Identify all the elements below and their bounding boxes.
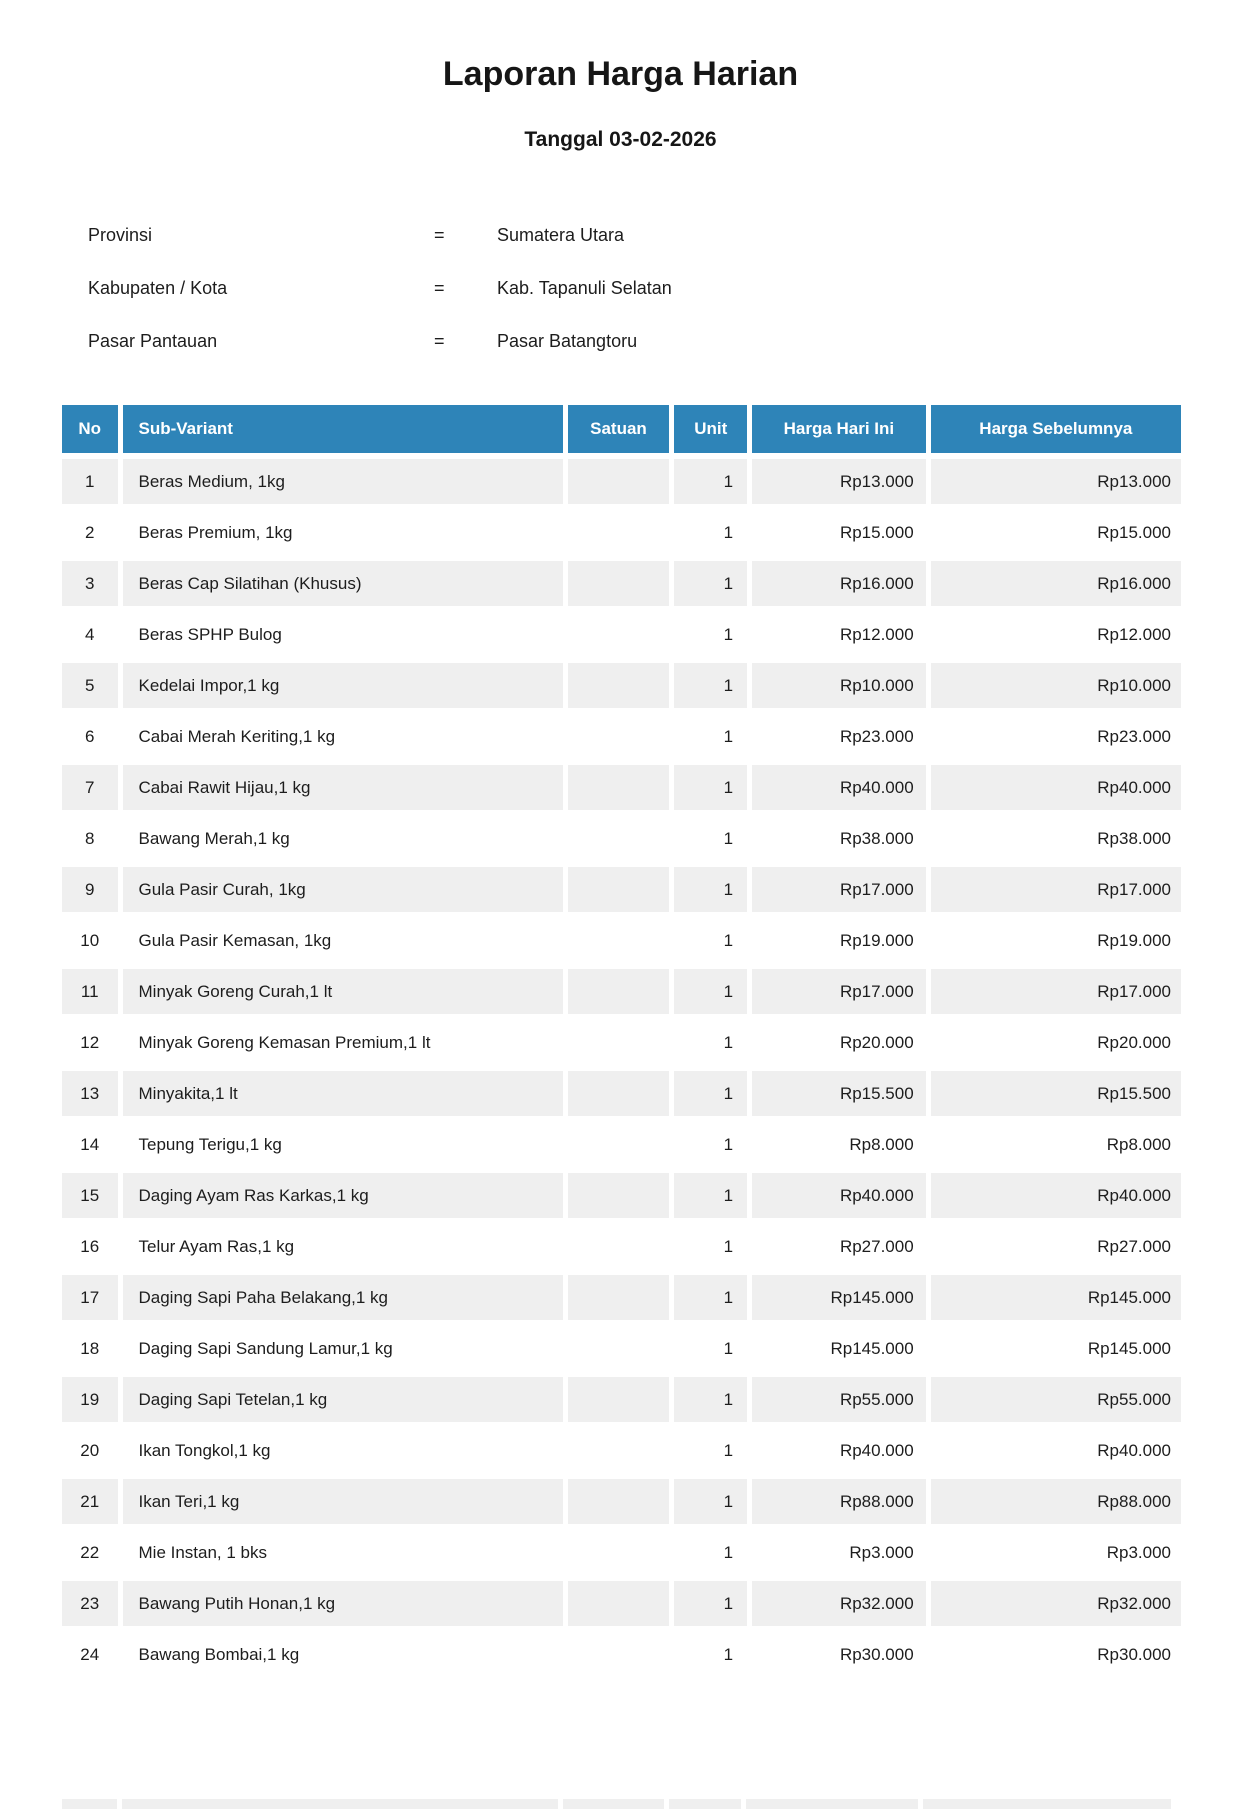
cell-harga2: Rp17.000 bbox=[931, 867, 1181, 912]
cell-satuan bbox=[568, 1326, 670, 1371]
cell-harga1: Rp40.000 bbox=[752, 1173, 926, 1218]
column-header-harga-sebelumnya: Harga Sebelumnya bbox=[931, 405, 1181, 453]
cell-harga2: Rp145.000 bbox=[931, 1326, 1181, 1371]
cell-unit: 1 bbox=[674, 816, 747, 861]
cell-unit: 1 bbox=[674, 1428, 747, 1473]
table-row bbox=[62, 1530, 1181, 1575]
cell-sub: Telur Ayam Ras,1 kg bbox=[123, 1224, 563, 1269]
table-row bbox=[62, 1581, 1181, 1626]
column-header-sub-variant: Sub-Variant bbox=[123, 405, 563, 453]
cell-sub: Daging Sapi Sandung Lamur,1 kg bbox=[123, 1326, 563, 1371]
meta-value: Pasar Batangtoru bbox=[497, 331, 638, 351]
cell-harga2: Rp15.000 bbox=[931, 510, 1181, 555]
cell-satuan bbox=[568, 612, 670, 657]
table-row bbox=[62, 1071, 1181, 1116]
cell-satuan bbox=[568, 1479, 670, 1524]
page-subtitle: Tanggal 03-02-2026 bbox=[524, 128, 717, 151]
cell-no: 20 bbox=[62, 1428, 118, 1473]
cell-no: 11 bbox=[62, 969, 118, 1014]
meta-row-kabupaten bbox=[88, 277, 1241, 299]
cell-harga1: Rp3.000 bbox=[752, 1530, 926, 1575]
cell-harga2: Rp20.000 bbox=[931, 1020, 1181, 1065]
cell-unit: 1 bbox=[674, 561, 747, 606]
table-row bbox=[62, 1479, 1181, 1524]
table-row bbox=[62, 612, 1181, 657]
table-row bbox=[62, 867, 1181, 912]
cell-no: 17 bbox=[62, 1275, 118, 1320]
equals-sign: = bbox=[434, 331, 445, 351]
cell-satuan bbox=[568, 714, 670, 759]
cell-unit: 1 bbox=[674, 1326, 747, 1371]
cell-harga1: Rp10.000 bbox=[752, 663, 926, 708]
table-row bbox=[62, 1275, 1181, 1320]
cell-no: 3 bbox=[62, 561, 118, 606]
column-header-satuan: Satuan bbox=[568, 405, 670, 453]
equals-sign: = bbox=[434, 225, 445, 245]
cell-harga1: Rp17.000 bbox=[752, 867, 926, 912]
cell-no: 8 bbox=[62, 816, 118, 861]
table-row bbox=[62, 1173, 1181, 1218]
cell-harga1: Rp23.000 bbox=[752, 714, 926, 759]
cell-no: 2 bbox=[62, 510, 118, 555]
cell-harga2: Rp40.000 bbox=[931, 765, 1181, 810]
cell-satuan bbox=[568, 816, 670, 861]
table-row bbox=[62, 1428, 1181, 1473]
cell-harga1: Rp17.000 bbox=[752, 969, 926, 1014]
cell-harga2: Rp15.500 bbox=[931, 1071, 1181, 1116]
table-row bbox=[62, 1020, 1181, 1065]
cell-no: 24 bbox=[62, 1632, 118, 1677]
cell-satuan bbox=[568, 1428, 670, 1473]
cell-no: 7 bbox=[62, 765, 118, 810]
table-row bbox=[62, 1632, 1181, 1677]
cell-harga1: Rp40.000 bbox=[752, 765, 926, 810]
meta-label: Kabupaten / Kota bbox=[88, 278, 228, 298]
table-header-row bbox=[62, 405, 1181, 453]
cell-harga2: Rp8.000 bbox=[931, 1122, 1181, 1167]
table-row bbox=[62, 459, 1181, 504]
cell-satuan bbox=[568, 1377, 670, 1422]
column-header-unit: Unit bbox=[674, 405, 747, 453]
cell-harga1: Rp32.000 bbox=[752, 1581, 926, 1626]
cell-satuan bbox=[568, 1224, 670, 1269]
cell-harga2: Rp27.000 bbox=[931, 1224, 1181, 1269]
cell-sub: Bawang Putih Honan,1 kg bbox=[123, 1581, 563, 1626]
cell-satuan bbox=[568, 1530, 670, 1575]
cell-harga2: Rp38.000 bbox=[931, 816, 1181, 861]
table-row bbox=[62, 1224, 1181, 1269]
cell-satuan bbox=[568, 459, 670, 504]
cell-harga2: Rp40.000 bbox=[931, 1428, 1181, 1473]
cell-unit: 1 bbox=[674, 459, 747, 504]
cell-unit: 1 bbox=[674, 1020, 747, 1065]
cell-no: 15 bbox=[62, 1173, 118, 1218]
cell-harga2: Rp12.000 bbox=[931, 612, 1181, 657]
cell-sub: Beras SPHP Bulog bbox=[123, 612, 563, 657]
cell-harga2: Rp13.000 bbox=[931, 459, 1181, 504]
cell-unit: 1 bbox=[674, 1377, 747, 1422]
cell-no: 23 bbox=[62, 1581, 118, 1626]
partial-cell bbox=[746, 1799, 918, 1809]
cell-no: 6 bbox=[62, 714, 118, 759]
cell-no: 19 bbox=[62, 1377, 118, 1422]
meta-label: Provinsi bbox=[88, 225, 153, 245]
table-row bbox=[62, 663, 1181, 708]
cell-sub: Beras Cap Silatihan (Khusus) bbox=[123, 561, 563, 606]
cell-harga1: Rp13.000 bbox=[752, 459, 926, 504]
cell-no: 12 bbox=[62, 1020, 118, 1065]
cell-harga1: Rp12.000 bbox=[752, 612, 926, 657]
cell-no: 21 bbox=[62, 1479, 118, 1524]
cell-satuan bbox=[568, 918, 670, 963]
cell-satuan bbox=[568, 765, 670, 810]
cell-unit: 1 bbox=[674, 1224, 747, 1269]
cell-unit: 1 bbox=[674, 1173, 747, 1218]
cell-harga1: Rp40.000 bbox=[752, 1428, 926, 1473]
cell-harga2: Rp145.000 bbox=[931, 1275, 1181, 1320]
cell-sub: Daging Sapi Tetelan,1 kg bbox=[123, 1377, 563, 1422]
cell-harga2: Rp10.000 bbox=[931, 663, 1181, 708]
cell-satuan bbox=[568, 1632, 670, 1677]
cell-sub: Cabai Merah Keriting,1 kg bbox=[123, 714, 563, 759]
cell-sub: Beras Medium, 1kg bbox=[123, 459, 563, 504]
cell-sub: Kedelai Impor,1 kg bbox=[123, 663, 563, 708]
partial-cell bbox=[122, 1799, 558, 1809]
table-row bbox=[62, 1122, 1181, 1167]
cell-unit: 1 bbox=[674, 1530, 747, 1575]
cell-no: 1 bbox=[62, 459, 118, 504]
cell-no: 16 bbox=[62, 1224, 118, 1269]
cell-no: 22 bbox=[62, 1530, 118, 1575]
cell-satuan bbox=[568, 867, 670, 912]
cell-unit: 1 bbox=[674, 663, 747, 708]
cell-sub: Tepung Terigu,1 kg bbox=[123, 1122, 563, 1167]
cell-harga2: Rp40.000 bbox=[931, 1173, 1181, 1218]
cell-satuan bbox=[568, 663, 670, 708]
cell-harga2: Rp16.000 bbox=[931, 561, 1181, 606]
cell-sub: Bawang Merah,1 kg bbox=[123, 816, 563, 861]
cell-harga1: Rp145.000 bbox=[752, 1326, 926, 1371]
cell-no: 4 bbox=[62, 612, 118, 657]
cell-unit: 1 bbox=[674, 1275, 747, 1320]
cell-unit: 1 bbox=[674, 867, 747, 912]
cell-harga1: Rp88.000 bbox=[752, 1479, 926, 1524]
meta-row-provinsi bbox=[88, 224, 1241, 246]
meta-row-pasar bbox=[88, 330, 1241, 352]
cell-harga2: Rp3.000 bbox=[931, 1530, 1181, 1575]
cell-sub: Mie Instan, 1 bks bbox=[123, 1530, 563, 1575]
cell-satuan bbox=[568, 561, 670, 606]
cell-no: 5 bbox=[62, 663, 118, 708]
cell-harga1: Rp38.000 bbox=[752, 816, 926, 861]
meta-section bbox=[88, 224, 1241, 352]
partial-cell bbox=[923, 1799, 1171, 1809]
cell-unit: 1 bbox=[674, 714, 747, 759]
cell-sub: Daging Ayam Ras Karkas,1 kg bbox=[123, 1173, 563, 1218]
cell-unit: 1 bbox=[674, 1122, 747, 1167]
cell-harga2: Rp88.000 bbox=[931, 1479, 1181, 1524]
cell-unit: 1 bbox=[674, 969, 747, 1014]
cell-no: 13 bbox=[62, 1071, 118, 1116]
meta-label: Pasar Pantauan bbox=[88, 331, 218, 351]
cell-harga2: Rp30.000 bbox=[931, 1632, 1181, 1677]
cell-unit: 1 bbox=[674, 1632, 747, 1677]
cell-sub: Daging Sapi Paha Belakang,1 kg bbox=[123, 1275, 563, 1320]
cell-satuan bbox=[568, 1122, 670, 1167]
cell-unit: 1 bbox=[674, 612, 747, 657]
cell-harga1: Rp8.000 bbox=[752, 1122, 926, 1167]
cell-harga1: Rp20.000 bbox=[752, 1020, 926, 1065]
cell-satuan bbox=[568, 510, 670, 555]
cell-no: 10 bbox=[62, 918, 118, 963]
cell-no: 9 bbox=[62, 867, 118, 912]
table-row bbox=[62, 714, 1181, 759]
column-header-harga-hari-ini: Harga Hari Ini bbox=[752, 405, 926, 453]
cell-sub: Beras Premium, 1kg bbox=[123, 510, 563, 555]
cell-sub: Cabai Rawit Hijau,1 kg bbox=[123, 765, 563, 810]
cell-sub: Gula Pasir Kemasan, 1kg bbox=[123, 918, 563, 963]
cell-harga1: Rp19.000 bbox=[752, 918, 926, 963]
meta-value: Kab. Tapanuli Selatan bbox=[497, 278, 672, 298]
cell-harga2: Rp55.000 bbox=[931, 1377, 1181, 1422]
table-header bbox=[62, 405, 1181, 453]
cell-satuan bbox=[568, 1020, 670, 1065]
cell-harga1: Rp145.000 bbox=[752, 1275, 926, 1320]
cell-harga1: Rp16.000 bbox=[752, 561, 926, 606]
cell-harga1: Rp15.500 bbox=[752, 1071, 926, 1116]
partial-cell bbox=[62, 1799, 117, 1809]
cell-satuan bbox=[568, 969, 670, 1014]
cell-satuan bbox=[568, 1581, 670, 1626]
price-table bbox=[57, 399, 1186, 1683]
table-row bbox=[62, 816, 1181, 861]
cell-unit: 1 bbox=[674, 1071, 747, 1116]
table-row bbox=[62, 918, 1181, 963]
cell-sub: Ikan Teri,1 kg bbox=[123, 1479, 563, 1524]
cell-satuan bbox=[568, 1071, 670, 1116]
column-header-no: No bbox=[62, 405, 118, 453]
cell-harga2: Rp19.000 bbox=[931, 918, 1181, 963]
cell-satuan bbox=[568, 1173, 670, 1218]
cell-no: 18 bbox=[62, 1326, 118, 1371]
partial-next-row bbox=[62, 1799, 1171, 1809]
partial-cell bbox=[669, 1799, 741, 1809]
cell-harga2: Rp23.000 bbox=[931, 714, 1181, 759]
cell-harga1: Rp30.000 bbox=[752, 1632, 926, 1677]
cell-no: 14 bbox=[62, 1122, 118, 1167]
table-row bbox=[62, 561, 1181, 606]
cell-sub: Minyak Goreng Curah,1 lt bbox=[123, 969, 563, 1014]
table-row bbox=[62, 1326, 1181, 1371]
cell-harga1: Rp15.000 bbox=[752, 510, 926, 555]
cell-harga2: Rp17.000 bbox=[931, 969, 1181, 1014]
table-row bbox=[62, 510, 1181, 555]
page-title: Laporan Harga Harian bbox=[442, 55, 799, 93]
cell-harga2: Rp32.000 bbox=[931, 1581, 1181, 1626]
cell-sub: Bawang Bombai,1 kg bbox=[123, 1632, 563, 1677]
cell-harga1: Rp27.000 bbox=[752, 1224, 926, 1269]
cell-sub: Gula Pasir Curah, 1kg bbox=[123, 867, 563, 912]
cell-unit: 1 bbox=[674, 918, 747, 963]
cell-harga1: Rp55.000 bbox=[752, 1377, 926, 1422]
meta-value: Sumatera Utara bbox=[497, 225, 625, 245]
report-page bbox=[0, 54, 1241, 1683]
table-row bbox=[62, 969, 1181, 1014]
cell-satuan bbox=[568, 1275, 670, 1320]
table-body bbox=[62, 459, 1181, 1677]
cell-unit: 1 bbox=[674, 1581, 747, 1626]
table-row bbox=[62, 765, 1181, 810]
table-row bbox=[62, 1377, 1181, 1422]
cell-unit: 1 bbox=[674, 765, 747, 810]
cell-sub: Ikan Tongkol,1 kg bbox=[123, 1428, 563, 1473]
partial-cell bbox=[563, 1799, 664, 1809]
cell-unit: 1 bbox=[674, 510, 747, 555]
cell-sub: Minyak Goreng Kemasan Premium,1 lt bbox=[123, 1020, 563, 1065]
equals-sign: = bbox=[434, 278, 445, 298]
cell-sub: Minyakita,1 lt bbox=[123, 1071, 563, 1116]
cell-unit: 1 bbox=[674, 1479, 747, 1524]
